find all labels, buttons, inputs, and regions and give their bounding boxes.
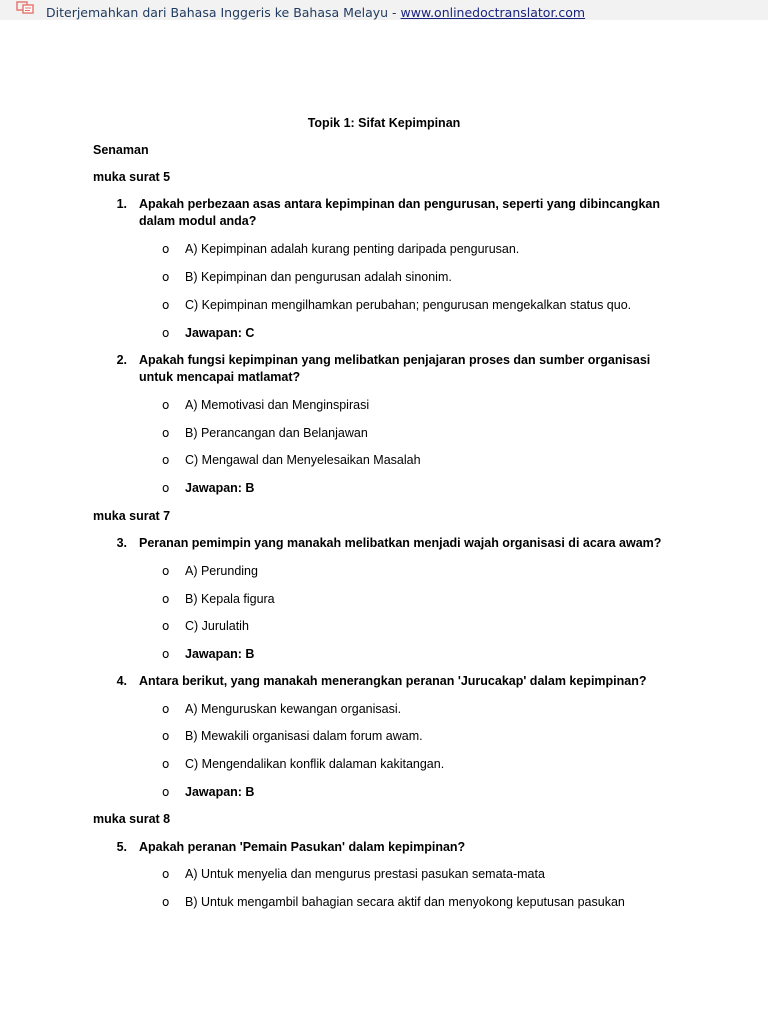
question-text: Apakah peranan 'Pemain Pasukan' dalam kepimpinan? [139, 840, 466, 854]
section-heading: muka surat 7 [93, 509, 171, 523]
section-subtitle: Senaman [93, 143, 149, 157]
option-text: B) Mewakili organisasi dalam forum awam. [185, 729, 423, 743]
option-text: A) Untuk menyelia dan mengurus prestasi pasukan semata-mata [185, 867, 545, 881]
option-text: B) Perancangan dan Belanjawan [185, 426, 368, 440]
bullet-icon: o [162, 326, 170, 340]
section-heading: muka surat 5 [93, 170, 171, 184]
bullet-icon: o [162, 592, 170, 606]
bullet-icon: o [162, 564, 170, 578]
bullet-icon: o [162, 647, 170, 661]
option-text: A) Menguruskan kewangan organisasi. [185, 702, 402, 716]
section-heading: muka surat 8 [93, 812, 171, 826]
bullet-icon: o [162, 426, 170, 440]
question-number: 5. [116, 840, 127, 854]
option-text: C) Mengendalikan konflik dalaman kakitangan. [185, 757, 445, 771]
question-number: 1. [116, 197, 127, 211]
answer-text: Jawapan: B [185, 481, 255, 495]
option-text: C) Kepimpinan mengilhamkan perubahan; pengurusan mengekalkan status quo. [185, 298, 632, 312]
option-text: A) Perunding [185, 564, 258, 578]
option-text: A) Memotivasi dan Menginspirasi [185, 398, 370, 412]
question-text: Apakah perbezaan asas antara kepimpinan dan pengurusan, seperti yang dibincangkan dalam modul anda? [139, 197, 660, 228]
bullet-icon: o [162, 757, 170, 771]
bullet-icon: o [162, 242, 170, 256]
option-text: B) Untuk mengambil bahagian secara aktif dan menyokong keputusan pasukan [185, 895, 625, 909]
bullet-icon: o [162, 453, 170, 467]
bullet-icon: o [162, 481, 170, 495]
banner-message: Diterjemahkan dari Bahasa Inggeris ke Bahasa Melayu - [46, 5, 401, 20]
translator-link[interactable]: www.onlinedoctranslator.com [400, 5, 586, 20]
answer-text: Jawapan: C [185, 326, 255, 340]
bullet-icon: o [162, 729, 170, 743]
bullet-icon: o [162, 785, 170, 799]
bullet-icon: o [162, 270, 170, 284]
question-text: Apakah fungsi kepimpinan yang melibatkan penjajaran proses dan sumber organisasi untuk mencapai matlamat? [139, 353, 651, 384]
bullet-icon: o [162, 895, 170, 909]
option-text: B) Kepala figura [185, 592, 275, 606]
question-number: 3. [116, 536, 127, 550]
option-text: A) Kepimpinan adalah kurang penting daripada pengurusan. [185, 242, 520, 256]
bullet-icon: o [162, 298, 170, 312]
question-number: 4. [116, 674, 127, 688]
bullet-icon: o [162, 398, 170, 412]
option-text: C) Mengawal dan Menyelesaikan Masalah [185, 453, 421, 467]
answer-text: Jawapan: B [185, 647, 255, 661]
question-text: Antara berikut, yang manakah menerangkan peranan 'Jurucakap' dalam kepimpinan? [139, 674, 647, 688]
page-title: Topik 1: Sifat Kepimpinan [307, 116, 461, 130]
option-text: B) Kepimpinan dan pengurusan adalah sinonim. [185, 270, 452, 284]
option-text: C) Jurulatih [185, 619, 249, 633]
answer-text: Jawapan: B [185, 785, 255, 799]
bullet-icon: o [162, 702, 170, 716]
bullet-icon: o [162, 867, 170, 881]
bullet-icon: o [162, 619, 170, 633]
question-text: Peranan pemimpin yang manakah melibatkan menjadi wajah organisasi di acara awam? [139, 536, 662, 550]
question-number: 2. [116, 353, 127, 367]
